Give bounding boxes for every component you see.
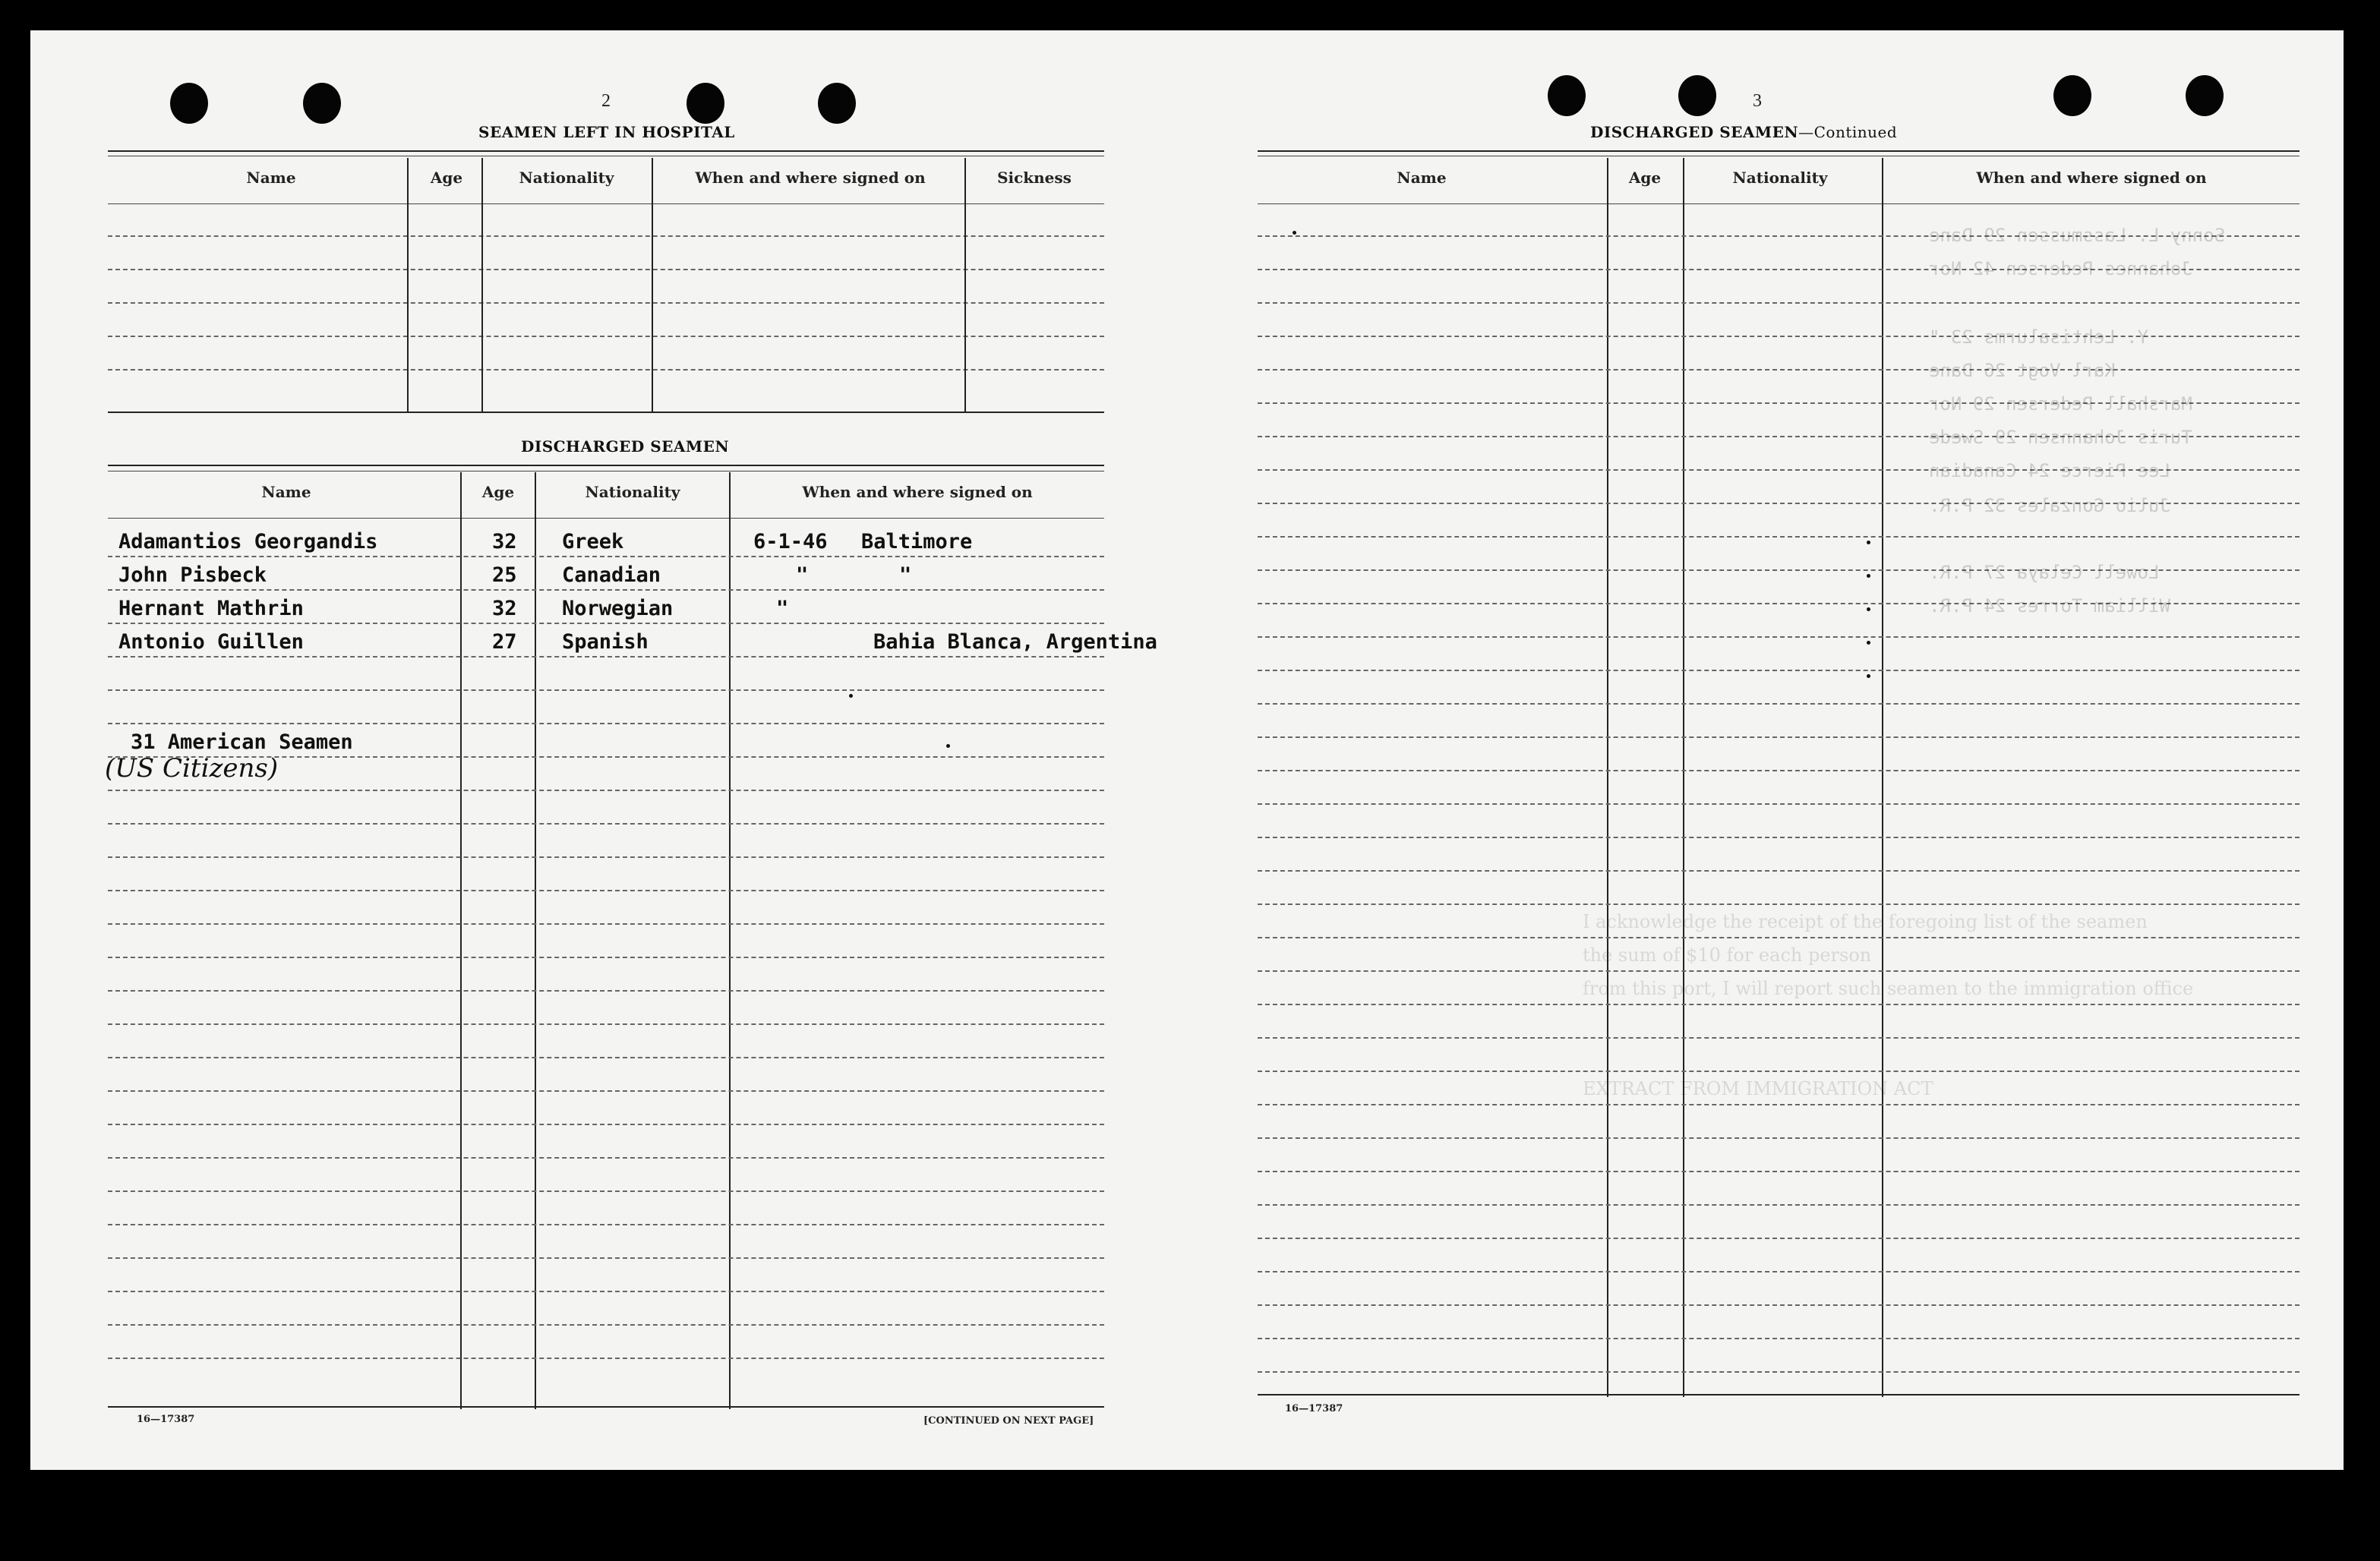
page-number: 2 [601,91,611,111]
row-line [108,1190,1104,1192]
form-number: 16—17387 [137,1414,195,1425]
row-line [1258,1037,2300,1039]
row-line [108,1157,1104,1159]
bleed-through-text: from this port, I will report such seamen to the immigration office [1583,978,2194,999]
seaman-nationality: Norwegian [562,597,674,620]
row-line [108,556,1104,557]
seaman-name: Adamantios Georgandis [118,530,378,553]
seaman-nationality: Canadian [562,563,661,587]
col-header-age: Age [430,169,463,187]
seaman-age: 25 [492,563,517,587]
ink-dot [1867,607,1870,611]
col-header-nationality: Nationality [519,169,614,187]
row-line [1258,1338,2300,1339]
bleed-through-text: Sonny L. Lassmussen 29 Dane [1929,225,2226,246]
american-seamen-note: 31 American Seamen [131,730,353,754]
row-line [1258,703,2300,705]
col-header-name: Name [261,483,311,501]
row-line [108,923,1104,925]
col-header-signed-on: When and where signed on [802,483,1033,501]
punch-hole [818,83,856,124]
row-line [1258,1371,2300,1373]
bleed-through-text: Marshall Pedersen 29 Nor [1929,393,2192,415]
row-line [1258,1071,2300,1072]
row-line [108,336,1104,337]
row-line [1258,903,2300,905]
bleed-through-text: EXTRACT FROM IMMIGRATION ACT [1583,1078,1933,1099]
seaman-name: John Pisbeck [118,563,267,587]
signed-on-date: " [776,597,789,620]
ink-dot [849,694,853,698]
col-divider [460,472,462,1409]
row-line [1258,1238,2300,1239]
bleed-through-text: Julio Gonzales 32 P.R. [1929,495,2170,516]
row-line [108,1023,1104,1025]
seaman-name: Antonio Guillen [118,630,304,654]
title-main: DISCHARGED SEAMEN [1590,123,1799,141]
punch-hole [1678,75,1716,116]
seaman-age: 32 [492,597,517,620]
col-divider [407,158,409,412]
row-line [108,235,1104,237]
discharged-section-title: DISCHARGED SEAMEN [521,437,730,456]
col-divider [481,158,483,412]
signed-on-date: " [796,563,809,587]
ink-dot [1867,674,1870,678]
row-line [1258,1104,2300,1105]
row-line [1258,1137,2300,1139]
seaman-age: 32 [492,530,517,553]
col-divider [729,472,731,1409]
row-line [108,790,1104,791]
seaman-age: 27 [492,630,517,654]
row-line [108,369,1104,371]
col-header-age: Age [481,483,515,501]
row-line [108,1124,1104,1125]
rule [1258,203,2300,204]
row-line [108,689,1104,691]
col-divider [964,158,966,412]
row-line [108,823,1104,825]
document-sheet [30,30,2344,1470]
row-line [108,1291,1104,1292]
row-line [1258,803,2300,805]
punch-hole [2053,75,2091,116]
bleed-through-text: Johannes Pedersen 42 Nor [1929,258,2192,279]
ink-dot [1293,231,1296,235]
form-number: 16—17387 [1285,1403,1343,1414]
row-line [108,890,1104,891]
bleed-through-text: Lowell Celaya 27 P.R. [1929,562,2160,583]
bleed-through-text: Y. Lehtisalurms 23 " [1929,326,2148,348]
bleed-through-text: the sum of $10 for each person [1583,944,1872,966]
seaman-name: Hernant Mathrin [118,597,304,620]
punch-hole [2186,75,2224,116]
row-line [108,1090,1104,1092]
row-line [108,1224,1104,1225]
rule [108,518,1104,519]
col-header-age: Age [1628,169,1662,187]
row-line [1258,1004,2300,1005]
seaman-nationality: Spanish [562,630,649,654]
row-line [1258,1271,2300,1272]
col-header-sickness: Sickness [997,169,1072,187]
bleed-through-text: William Torres 24 P.R. [1929,595,2170,617]
hospital-section-title: SEAMEN LEFT IN HOSPITAL [478,123,735,141]
row-line [108,589,1104,591]
row-line [108,1358,1104,1359]
row-line [1258,736,2300,738]
col-header-signed-on: When and where signed on [1976,169,2207,187]
row-line [1258,369,2300,371]
row-line [1258,837,2300,838]
bleed-through-text: Turis Johannsen 29 Swede [1929,427,2192,448]
punch-hole [687,83,724,124]
col-header-signed-on: When and where signed on [695,169,926,187]
row-line [108,856,1104,858]
row-line [1258,870,2300,872]
rule [108,1406,1104,1408]
row-line [1258,302,2300,304]
row-line [1258,536,2300,538]
row-line [108,957,1104,958]
row-line [108,990,1104,992]
punch-hole [1548,75,1586,116]
col-header-nationality: Nationality [1732,169,1828,187]
bleed-through-text: I acknowledge the receipt of the foregoing list of the seamen [1583,911,2148,932]
punch-hole [170,83,208,124]
col-header-name: Name [1397,169,1447,187]
row-line [1258,1204,2300,1206]
ink-dot [1867,541,1870,544]
rule [108,465,1104,466]
row-line [108,1257,1104,1259]
bleed-through-text: Lee Pierce 24 Canadian [1929,460,2170,481]
col-divider [652,158,653,412]
ink-dot [1867,574,1870,578]
signed-on-place: Bahia Blanca, Argentina [873,630,1157,654]
punch-hole [303,83,341,124]
row-line [1258,770,2300,771]
row-line [108,723,1104,724]
signed-on-date: 6-1-46 [753,530,828,553]
handwritten-note: (US Citizens) [105,753,279,784]
page-number: 3 [1753,91,1762,111]
ink-dot [1867,641,1870,645]
row-line [1258,970,2300,972]
seaman-nationality: Greek [562,530,624,553]
signed-on-place: " [899,563,912,587]
title-continued: —Continued [1798,123,1898,141]
rule [1258,150,2300,152]
row-line [108,623,1104,624]
rule [108,412,1104,413]
col-divider [535,472,536,1409]
discharged-continued-title [1590,123,1897,141]
col-divider [1683,158,1684,1397]
rule [1258,1394,2300,1395]
col-header-name: Name [246,169,296,187]
row-line [1258,1304,2300,1306]
col-divider [1882,158,1883,1397]
continued-note: [CONTINUED ON NEXT PAGE] [923,1415,1094,1427]
row-line [1258,636,2300,638]
row-line [108,1324,1104,1326]
row-line [108,656,1104,658]
row-line [108,1057,1104,1058]
col-header-nationality: Nationality [585,483,680,501]
rule [108,150,1104,152]
row-line [108,302,1104,304]
ink-dot [946,744,950,748]
row-line [1258,670,2300,671]
row-line [108,269,1104,270]
row-line [1258,1171,2300,1172]
signed-on-place: Baltimore [861,530,973,553]
rule [108,203,1104,204]
bleed-through-text: Karl Vogt 26 Dane [1929,360,2116,381]
row-line [1258,937,2300,938]
col-divider [1607,158,1608,1397]
